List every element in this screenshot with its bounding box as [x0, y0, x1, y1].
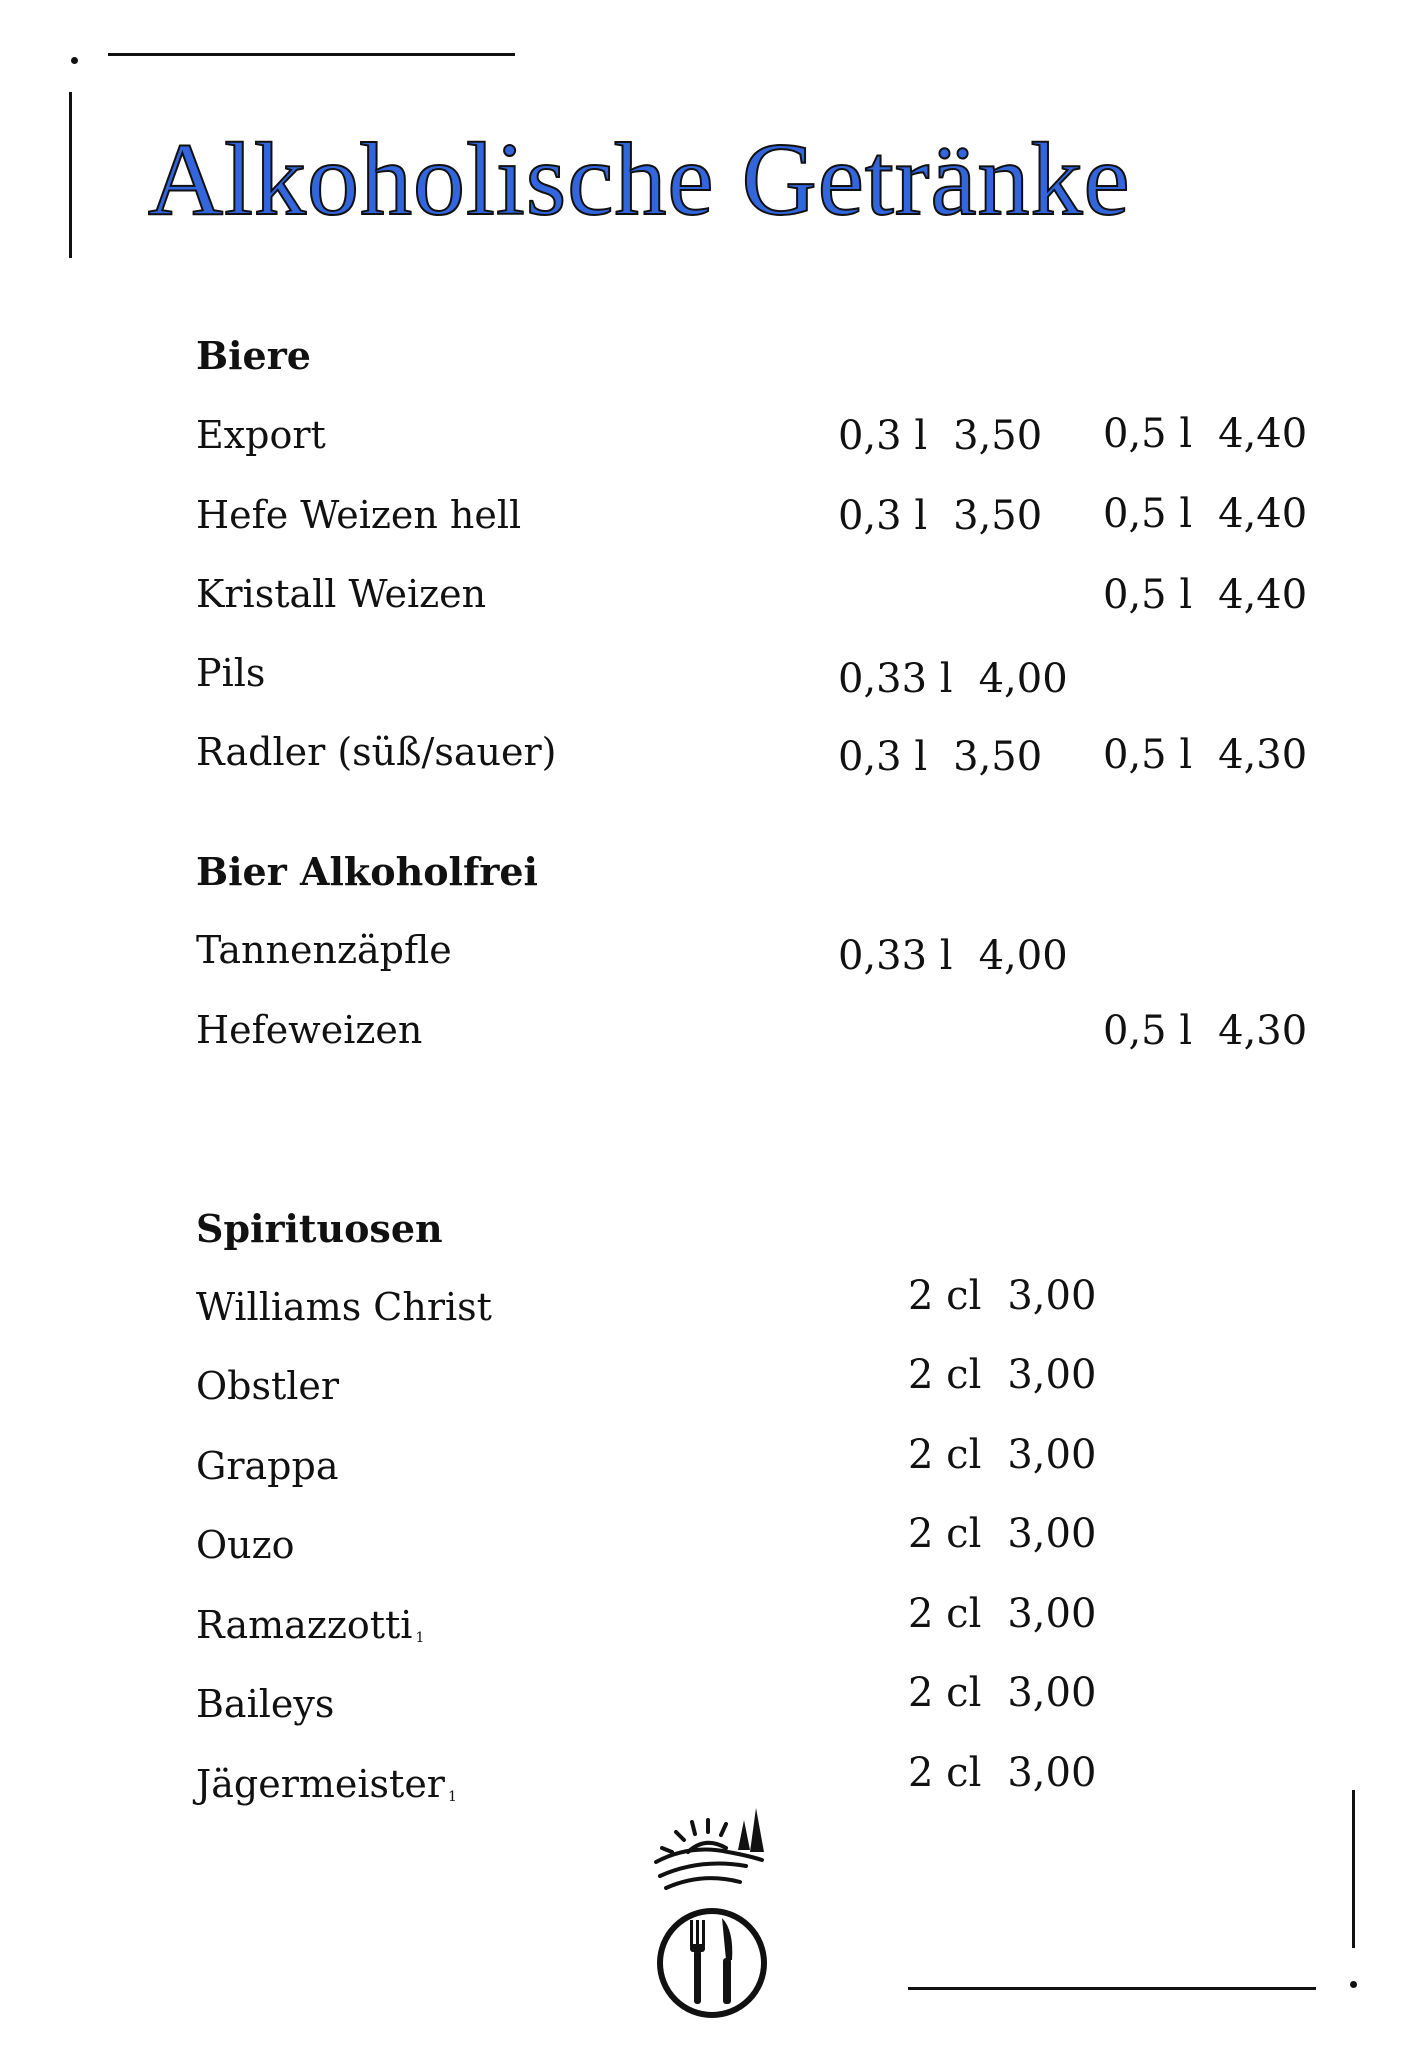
price-large — [1103, 1008, 1307, 1054]
item-price: 3,50 — [953, 493, 1043, 539]
decor-line-bottom — [908, 1987, 1316, 1990]
price-large — [1103, 572, 1307, 618]
page-title: Alkoholische Getränke — [148, 122, 1131, 237]
item-name-text: Ouzo — [196, 1523, 295, 1567]
item-name: Tannenzäpfle — [196, 928, 452, 972]
item-volume: 2 cl — [908, 1750, 982, 1796]
item-name — [196, 1523, 295, 1567]
item-volume: 2 cl — [908, 1273, 982, 1319]
item-name — [196, 1603, 424, 1647]
spirit-price — [908, 1591, 1096, 1637]
decor-line-top — [108, 53, 515, 56]
item-price: 4,40 — [1218, 491, 1308, 537]
menu-row — [0, 1352, 1427, 1424]
item-volume: 0,3 l — [838, 734, 928, 780]
menu-row — [0, 1670, 1427, 1742]
menu-row — [0, 1511, 1427, 1583]
menu-row — [0, 493, 1427, 553]
section-title-spirituosen: Spirituosen — [196, 1206, 443, 1251]
item-volume: 0,33 l — [838, 933, 953, 979]
decor-line-left — [69, 92, 72, 258]
item-name-text: Baileys — [196, 1682, 335, 1726]
menu-row — [0, 1432, 1427, 1504]
item-price: 3,00 — [1007, 1511, 1097, 1557]
item-name — [196, 1285, 492, 1329]
footnote-marker: 1 — [447, 1789, 457, 1805]
item-price: 4,30 — [1218, 1008, 1308, 1054]
menu-row — [0, 1591, 1427, 1663]
item-price: 3,50 — [953, 734, 1043, 780]
footnote-marker: 1 — [415, 1630, 425, 1646]
section-title-biere: Biere — [196, 333, 311, 378]
item-name — [196, 1682, 334, 1726]
item-name: Pils — [196, 651, 266, 695]
price-small — [838, 413, 1042, 459]
menu-row — [0, 413, 1427, 473]
menu-row — [0, 651, 1427, 711]
item-price: 3,00 — [1007, 1750, 1097, 1796]
item-price: 4,40 — [1218, 411, 1308, 457]
item-volume: 0,3 l — [838, 413, 928, 459]
item-volume: 2 cl — [908, 1432, 982, 1478]
spirit-price — [908, 1432, 1096, 1478]
item-volume: 0,33 l — [838, 656, 953, 702]
menu-row — [0, 1008, 1427, 1068]
item-price: 3,00 — [1007, 1273, 1097, 1319]
item-price: 3,00 — [1007, 1670, 1097, 1716]
spirit-price — [908, 1352, 1096, 1398]
item-price: 3,00 — [1007, 1432, 1097, 1478]
item-name: Hefeweizen — [196, 1008, 423, 1052]
item-name: Export — [196, 413, 326, 457]
section-title-alkoholfrei: Bier Alkoholfrei — [196, 849, 538, 894]
decor-dot-bottom-right — [1350, 1981, 1357, 1988]
price-small — [838, 734, 1042, 780]
item-price: 4,30 — [1218, 732, 1308, 778]
item-name — [196, 1364, 339, 1408]
item-volume: 2 cl — [908, 1352, 982, 1398]
spirit-price — [908, 1511, 1096, 1557]
item-name: Radler (süß/sauer) — [196, 730, 557, 774]
price-large — [1103, 732, 1307, 778]
item-name-text: Jägermeister — [196, 1762, 445, 1806]
price-small — [838, 493, 1042, 539]
price-small — [838, 656, 1068, 702]
item-volume: 0,5 l — [1103, 732, 1193, 778]
item-name: Hefe Weizen hell — [196, 493, 522, 537]
item-volume: 0,3 l — [838, 493, 928, 539]
item-volume: 2 cl — [908, 1591, 982, 1637]
item-name-text: Grappa — [196, 1444, 339, 1488]
item-name-text: Obstler — [196, 1364, 340, 1408]
item-volume: 0,5 l — [1103, 411, 1193, 457]
price-large — [1103, 491, 1307, 537]
item-name — [196, 1444, 338, 1488]
item-name-text: Ramazzotti — [196, 1603, 413, 1647]
item-price: 3,00 — [1007, 1591, 1097, 1637]
decor-dot-top-left — [71, 57, 78, 64]
spirit-price — [908, 1273, 1096, 1319]
item-volume: 0,5 l — [1103, 1008, 1193, 1054]
item-price: 4,00 — [978, 656, 1068, 702]
item-price: 4,40 — [1218, 572, 1308, 618]
item-price: 3,00 — [1007, 1352, 1097, 1398]
price-large — [1103, 411, 1307, 457]
spirit-price — [908, 1750, 1096, 1796]
item-name — [196, 1762, 457, 1806]
item-volume: 2 cl — [908, 1511, 982, 1557]
menu-row — [0, 572, 1427, 632]
item-name: Kristall Weizen — [196, 572, 487, 616]
item-name-text: Williams Christ — [196, 1285, 492, 1329]
price-small — [838, 933, 1068, 979]
spirit-price — [908, 1670, 1096, 1716]
menu-row — [0, 1273, 1427, 1345]
item-volume: 0,5 l — [1103, 572, 1193, 618]
restaurant-logo-icon — [650, 1800, 780, 2025]
item-volume: 2 cl — [908, 1670, 982, 1716]
menu-row — [0, 730, 1427, 790]
item-price: 4,00 — [978, 933, 1068, 979]
item-volume: 0,5 l — [1103, 491, 1193, 537]
item-price: 3,50 — [953, 413, 1043, 459]
menu-row — [0, 928, 1427, 988]
